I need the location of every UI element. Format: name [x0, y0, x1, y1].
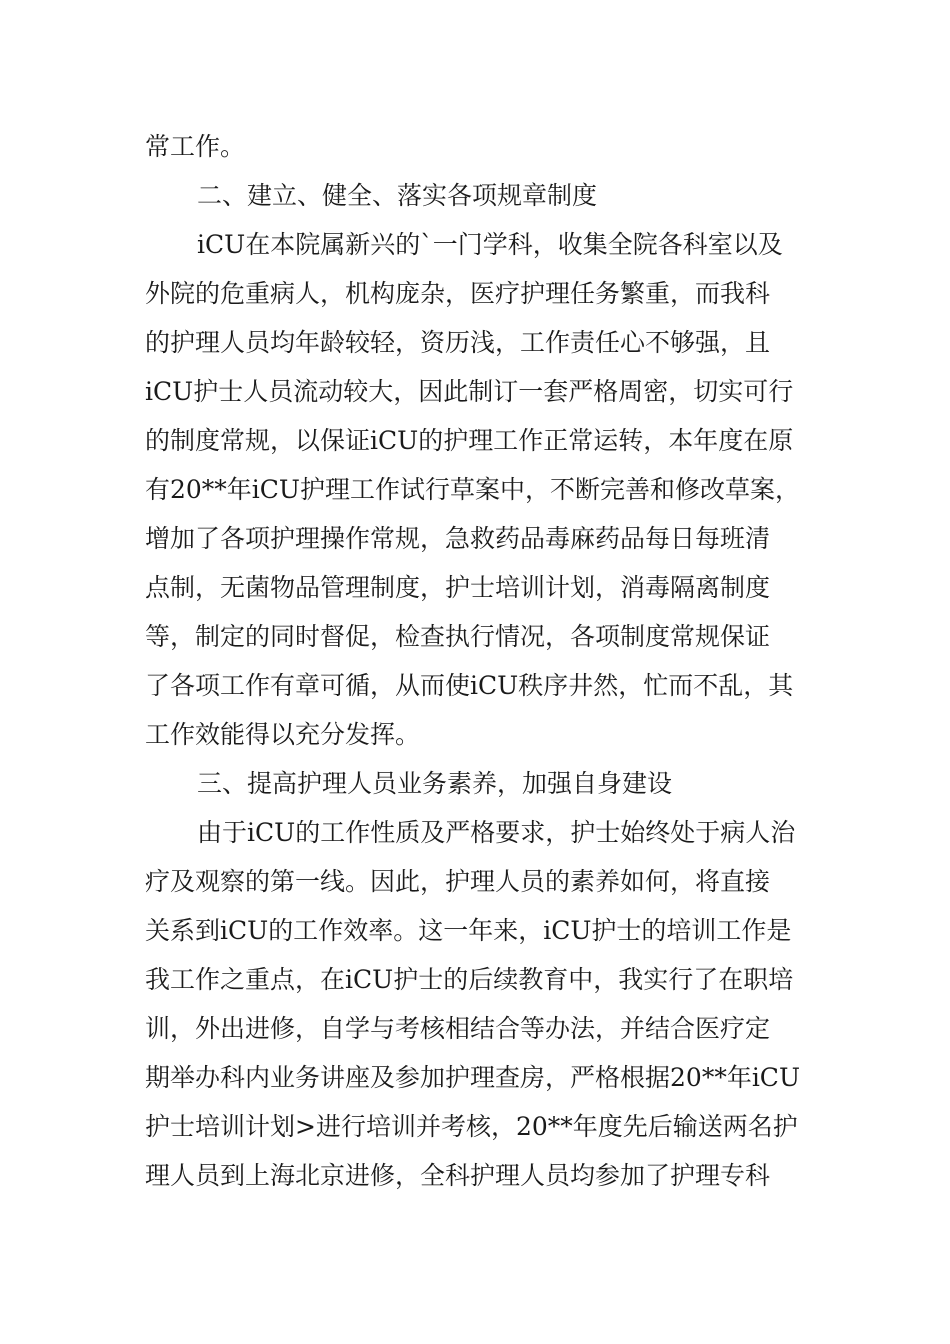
- paragraph-line: 疗及观察的第一线。因此，护理人员的素养如何，将直接: [145, 867, 771, 896]
- paragraph-line: 的护理人员均年龄较轻，资历浅，工作责任心不够强，且: [145, 328, 771, 357]
- paragraph-line: 的制度常规，以保证iCU的护理工作正常运转，本年度在原: [145, 426, 794, 455]
- paragraph-line: 等，制定的同时督促，检查执行情况，各项制度常规保证: [145, 622, 771, 651]
- paragraph-line: 我工作之重点，在iCU护士的后续教育中，我实行了在职培: [145, 965, 794, 994]
- paragraph-line: 有20**年iCU护理工作试行草案中，不断完善和修改草案，: [145, 475, 801, 504]
- paragraph-line: 训，外出进修，自学与考核相结合等办法，并结合医疗定: [145, 1014, 771, 1043]
- text-line-continuation: 常工作。: [145, 132, 246, 161]
- paragraph-line: 由于iCU的工作性质及严格要求，护士始终处于病人治: [197, 818, 796, 847]
- paragraph-line: 关系到iCU的工作效率。这一年来，iCU护士的培训工作是: [145, 916, 792, 945]
- section-heading-3: 三、提高护理人员业务素养，加强自身建设: [197, 769, 673, 798]
- paragraph-line: 理人员到上海北京进修，全科护理人员均参加了护理专科: [145, 1161, 771, 1190]
- paragraph-line: 增加了各项护理操作常规，急救药品毒麻药品每日每班清: [145, 524, 771, 553]
- paragraph-line: 护士培训计划>进行培训并考核，20**年度先后输送两名护: [145, 1112, 798, 1141]
- paragraph-line: 期举办科内业务讲座及参加护理查房，严格根据20**年iCU: [145, 1063, 801, 1092]
- document-body: [145, 122, 810, 1200]
- paragraph-line: 工作效能得以充分发挥。: [145, 720, 421, 749]
- paragraph-line: iCU护士人员流动较大，因此制订一套严格周密，切实可行: [145, 377, 794, 406]
- paragraph-line: 外院的危重病人，机构庞杂，医疗护理任务繁重，而我科: [145, 279, 771, 308]
- paragraph-line: 点制，无菌物品管理制度，护士培训计划，消毒隔离制度: [145, 573, 771, 602]
- section-heading-2: 二、建立、健全、落实各项规章制度: [197, 181, 598, 210]
- paragraph-line: 了各项工作有章可循，从而使iCU秩序井然，忙而不乱，其: [145, 671, 794, 700]
- paragraph-line: iCU在本院属新兴的`一门学科，收集全院各科室以及: [197, 230, 783, 259]
